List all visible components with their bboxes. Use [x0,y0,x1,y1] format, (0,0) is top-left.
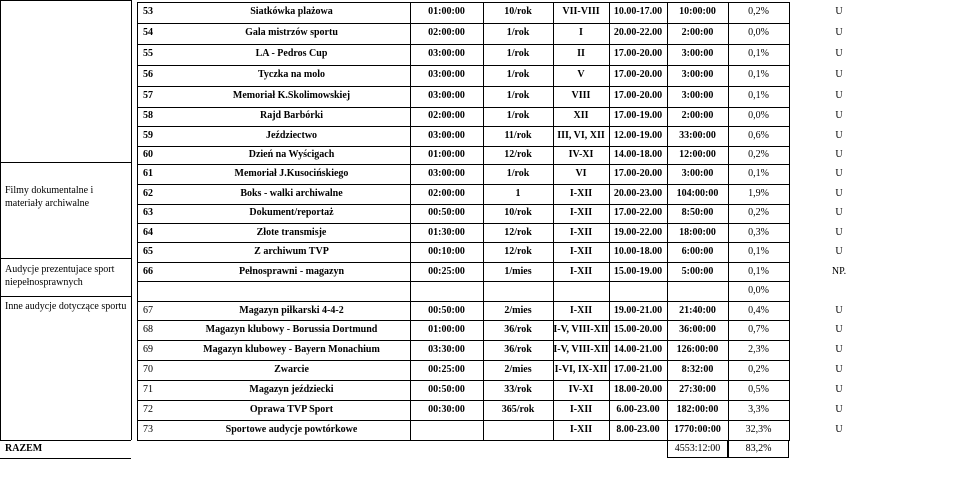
cell-type: U [835,168,843,179]
cell-dur: 00:25:00 [428,266,465,277]
cell-num: 69 [143,344,153,355]
cell-freq: 11/rok [504,130,532,141]
cell-dur: 01:00:00 [428,324,465,335]
row-divider [137,146,790,147]
row-divider [137,242,790,243]
cell-hrs: 19.00-21.00 [613,305,663,316]
cell-tot: 104:00:00 [676,188,719,199]
cell-freq: 1/rok [506,110,530,121]
row-divider [137,223,790,224]
cell-tot: 12:00:00 [679,149,716,160]
cell-mon: VI [575,168,587,179]
cell-hrs: 6.00-23.00 [616,404,660,415]
cell-tot: 3:00:00 [681,48,714,59]
category-divider [0,162,131,163]
cell-type: U [835,344,843,355]
cell-num: 72 [143,404,153,415]
cell-freq: 1/rok [506,69,530,80]
cell-name: Gala mistrzów sportu [245,27,338,38]
cell-type: U [835,27,843,38]
cell-mon: IV-XI [568,384,594,395]
cell-type: U [835,424,843,435]
cell-dur: 03:00:00 [428,69,465,80]
cell-pct: 1,9% [748,188,769,199]
cell-tot: 1770:00:00 [674,424,721,435]
cell-num: 70 [143,364,153,375]
cell-freq: 2/mies [504,305,532,316]
cell-hrs: 17.00-21.00 [613,364,663,375]
cell-hrs: 10.00-18.00 [613,246,663,257]
cell-tot: 36:00:00 [679,324,716,335]
cell-tot: 2:00:00 [681,27,714,38]
cell-tot: 8:32:00 [681,364,714,375]
row-divider [137,340,790,341]
row-divider [137,86,790,87]
cell-type: U [835,48,843,59]
row-divider [137,400,790,401]
cell-freq: 33/rok [504,384,532,395]
cell-freq: 12/rok [504,246,532,257]
cell-mon: I-XII [569,188,593,199]
cell-type: U [835,149,843,160]
cell-name: Pełnosprawni - magazyn [239,266,344,277]
cell-dur: 01:30:00 [428,227,465,238]
cell-hrs: 17.00-19.00 [613,110,663,121]
cell-mon: VII-VIII [562,6,600,17]
cell-dur: 03:00:00 [428,130,465,141]
category-label: Filmy dokumentalne i materiały archiwalne [5,185,94,209]
cell-name: Magazyn klubowey - Bayern Monachium [203,344,380,355]
cell-mon: I-V, VIII-XII [553,324,609,335]
cell-name: Magazyn jeździecki [249,384,334,395]
cell-hrs: 14.00-21.00 [613,344,663,355]
cell-tot: 10:00:00 [679,6,716,17]
cell-dur: 03:00:00 [428,90,465,101]
cell-pct: 0,1% [748,246,769,257]
cell-num: 63 [143,207,153,218]
cell-name: LA - Pedros Cup [255,48,328,59]
cell-num: 57 [143,90,153,101]
cell-hrs: 17.00-20.00 [613,168,663,179]
cell-dur: 01:00:00 [428,149,465,160]
cell-freq: 1 [515,188,521,199]
cell-freq: 1/rok [506,48,530,59]
cell-tot: 182:00:00 [676,404,719,415]
cell-pct: 0,1% [748,266,769,277]
cell-mon: I-XII [569,424,593,435]
cell-name: Sportowe audycje powtórkowe [225,424,358,435]
cell-tot: 2:00:00 [681,110,714,121]
cell-freq: 1/rok [506,27,530,38]
cell-mon: I-XII [569,227,593,238]
row-divider [137,204,790,205]
cell-hrs: 15.00-20.00 [613,324,663,335]
cell-hrs: 10.00-17.00 [613,6,663,17]
cell-tot: 3:00:00 [681,69,714,80]
cell-name: Boks - walki archiwalne [240,188,343,199]
row-divider [137,2,790,3]
cell-freq: 10/rok [504,207,532,218]
cell-pct: 0,0% [748,110,769,121]
cell-num: 73 [143,424,153,435]
summary-label: RAZEM [5,443,43,454]
cell-dur: 02:00:00 [428,110,465,121]
cell-name: Memoriał J.Kusocińskiego [234,168,349,179]
cell-type: U [835,305,843,316]
cell-pct: 0,1% [748,168,769,179]
cell-name: Oprawa TVP Sport [249,404,334,415]
cell-tot: 33:00:00 [679,130,716,141]
row-divider [137,320,790,321]
cell-num: 68 [143,324,153,335]
cell-freq: 1/rok [506,168,530,179]
cell-num: 53 [143,6,153,17]
category-divider [0,296,131,297]
cell-num: 62 [143,188,153,199]
cell-pct: 0,2% [748,149,769,160]
row-divider [137,360,790,361]
cell-pct: 0,1% [748,69,769,80]
category-label: Inne audycje dotyczące sportu [5,301,127,312]
cell-pct: 3,3% [748,404,769,415]
cell-freq: 2/mies [504,364,532,375]
cell-freq: 12/rok [504,227,532,238]
cell-type: U [835,384,843,395]
cell-mon: I-V, VIII-XII [553,344,609,355]
cell-num: 60 [143,149,153,160]
category-label: Audycje prezentujace sport niepełnosprawnych [5,264,115,288]
summary-total: 4553:12:00 [674,443,721,454]
cell-name: Jeździectwo [265,130,318,141]
row-divider [137,262,790,263]
cell-num: 56 [143,69,153,80]
row-divider [137,184,790,185]
cell-type: U [835,130,843,141]
cell-hrs: 18.00-20.00 [613,384,663,395]
cell-mon: I [579,27,583,38]
category-divider [0,258,131,259]
cell-pct: 0,1% [748,48,769,59]
cell-dur: 00:50:00 [428,305,465,316]
cell-tot: 27:30:00 [679,384,716,395]
cell-pct: 0,0% [748,285,769,296]
cell-num: 55 [143,48,153,59]
cell-hrs: 12.00-19.00 [613,130,663,141]
cell-num: 71 [143,384,153,395]
cell-name: Z archiwum TVP [254,246,329,257]
cell-pct: 32,3% [745,424,772,435]
row-divider [137,420,790,421]
cell-hrs: 20.00-23.00 [613,188,663,199]
cell-type: U [835,227,843,238]
cell-pct: 0,0% [748,27,769,38]
cell-type: U [835,90,843,101]
cell-freq: 365/rok [501,404,535,415]
cell-freq: 1/rok [506,90,530,101]
cell-type: U [835,69,843,80]
cell-name: Magazyn piłkarski 4-4-2 [239,305,344,316]
cell-tot: 21:40:00 [679,305,716,316]
cell-mon: VIII [571,90,591,101]
row-divider [137,380,790,381]
cell-dur: 00:10:00 [428,246,465,257]
cell-mon: I-VI, IX-XII [554,364,608,375]
cell-dur: 03:30:00 [428,344,465,355]
row-divider [137,107,790,108]
category-divider [0,0,131,1]
cell-mon: V [577,69,585,80]
cell-pct: 0,2% [748,207,769,218]
cell-freq: 12/rok [504,149,532,160]
cell-name: Siatkówka plażowa [250,6,333,17]
cell-freq: 36/rok [504,324,532,335]
cell-pct: 0,5% [748,384,769,395]
cell-dur: 00:50:00 [428,384,465,395]
cell-pct: 0,1% [748,90,769,101]
cell-num: 65 [143,246,153,257]
cell-pct: 0,7% [748,324,769,335]
cell-name: Memoriał K.Skolimowskiej [232,90,351,101]
cell-pct: 2,3% [748,344,769,355]
cell-dur: 00:25:00 [428,364,465,375]
cell-mon: II [577,48,585,59]
cell-dur: 02:00:00 [428,188,465,199]
row-divider [137,23,790,24]
cell-dur: 01:00:00 [428,6,465,17]
cell-tot: 5:00:00 [681,266,714,277]
cell-tot: 6:00:00 [681,246,714,257]
row-divider [137,281,790,282]
cell-name: Tyczka na molo [257,69,326,80]
cell-num: 54 [143,27,153,38]
cell-mon: XII [573,110,589,121]
cell-tot: 126:00:00 [676,344,719,355]
cell-dur: 00:50:00 [428,207,465,218]
column-divider [137,2,138,440]
cell-pct: 0,4% [748,305,769,316]
cell-type: U [835,246,843,257]
cell-type: U [835,324,843,335]
cell-freq: 36/rok [504,344,532,355]
cell-mon: IV-XI [568,149,594,160]
row-divider [137,301,790,302]
cell-type: NP. [831,266,847,277]
cell-type: U [835,207,843,218]
summary-bottom-line [0,458,131,459]
cell-dur: 00:30:00 [428,404,465,415]
cell-name: Złote transmisje [256,227,327,238]
cell-tot: 3:00:00 [681,168,714,179]
cell-mon: I-XII [569,246,593,257]
cell-freq: 10/rok [504,6,532,17]
cell-mon: I-XII [569,266,593,277]
cell-pct: 0,3% [748,227,769,238]
cell-num: 59 [143,130,153,141]
cell-type: U [835,404,843,415]
cell-pct: 0,2% [748,6,769,17]
cell-hrs: 14.00-18.00 [613,149,663,160]
cell-hrs: 17.00-22.00 [613,207,663,218]
cell-name: Dokument/reportaż [249,207,334,218]
category-column-border [131,0,132,440]
cell-dur: 03:00:00 [428,48,465,59]
cell-num: 58 [143,110,153,121]
cell-pct: 0,2% [748,364,769,375]
cell-type: U [835,364,843,375]
row-divider [137,65,790,66]
cell-hrs: 20.00-22.00 [613,27,663,38]
cell-freq: 1/mies [504,266,532,277]
cell-num: 66 [143,266,153,277]
cell-type: U [835,188,843,199]
cell-num: 67 [143,305,153,316]
cell-tot: 8:50:00 [681,207,714,218]
cell-name: Dzień na Wyścigach [248,149,335,160]
cell-type: U [835,110,843,121]
category-divider [0,440,131,441]
cell-dur: 02:00:00 [428,27,465,38]
row-divider [137,164,790,165]
category-column-border [0,0,1,440]
cell-tot: 3:00:00 [681,90,714,101]
cell-mon: I-XII [569,207,593,218]
cell-hrs: 19.00-22.00 [613,227,663,238]
cell-hrs: 15.00-19.00 [613,266,663,277]
cell-pct: 0,6% [748,130,769,141]
cell-hrs: 17.00-20.00 [613,69,663,80]
cell-mon: I-XII [569,404,593,415]
cell-num: 61 [143,168,153,179]
cell-hrs: 17.00-20.00 [613,48,663,59]
summary-percent: 83,2% [745,443,772,454]
cell-name: Rajd Barbórki [259,110,324,121]
cell-hrs: 8.00-23.00 [616,424,660,435]
cell-name: Magazyn klubowy - Borussia Dortmund [205,324,378,335]
row-divider [137,44,790,45]
cell-mon: III, VI, XII [557,130,605,141]
cell-tot: 18:00:00 [679,227,716,238]
cell-type: U [835,6,843,17]
cell-hrs: 17.00-20.00 [613,90,663,101]
row-divider [137,126,790,127]
cell-name: Zwarcie [274,364,309,375]
cell-num: 64 [143,227,153,238]
cell-dur: 03:00:00 [428,168,465,179]
cell-mon: I-XII [569,305,593,316]
